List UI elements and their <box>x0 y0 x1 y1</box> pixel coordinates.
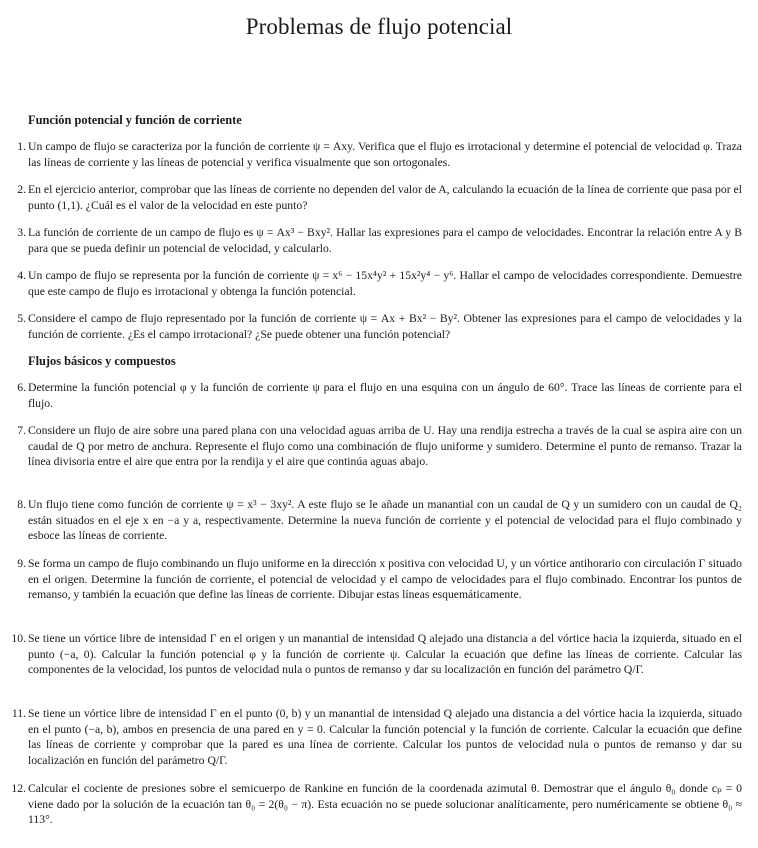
problem-item <box>17 423 742 470</box>
problem-text: Considere el campo de flujo representado por la función de corriente ψ = Ax + Bx² − By². Obtener las expresiones para el campo de velocidades y la función de corriente. ¿Es el campo irrotacional? ¿Se puede obtener una función potencial? <box>28 312 742 341</box>
problem-number: 8. <box>17 498 26 511</box>
problem-text: Calcular el cociente de presiones sobre el semicuerpo de Rankine en función de la coordenada azimutal θ. Demostrar que el ángulo θ₀ donde cₚ = 0 viene dado por la solución de la ecuación tan θ₀ = 2(θ₀ − π). Esta ecuación no se puede solucionar analíticamente, pero numéricamente se obtiene θ₀ ≈ 113°. <box>28 782 742 827</box>
problem-number: 5. <box>17 312 26 325</box>
problem-number: 12. <box>11 782 26 795</box>
problem-item <box>17 225 742 256</box>
problem-item <box>17 556 742 603</box>
problem-number: 3. <box>17 226 26 239</box>
problem-text: Se tiene un vórtice libre de intensidad Γ en el origen y un manantial de intensidad Q alejado una distancia a del vórtice hacia la izquierda, situado en el punto (−a, 0). Calcular la función potencial φ y la función de corriente ψ. Calcular la ecuación que define las líneas de corriente. Calcular las componentes de la velocidad, los puntos de velocidad nula o puntos de remanso y dar su localización en función del parámetro Q/Γ. <box>28 632 742 677</box>
problem-text: Determine la función potencial φ y la función de corriente ψ para el flujo en una esquina con un ángulo de 60°. Trace las líneas de corriente para el flujo. <box>28 381 742 410</box>
problem-item <box>17 268 742 299</box>
problem-number: 11. <box>11 707 26 720</box>
problem-item <box>17 497 742 544</box>
problem-text: Se forma un campo de flujo combinando un flujo uniforme en la dirección x positiva con velocidad U, y un vórtice antihorario con circulación Γ situado en el origen. Determine la función de corriente, el potencial de velocidad y el campo de velocidades para el flujo combinado. Encontrar los puntos de remanso, y también la ecuación que define las líneas de corriente. Dibujar estas líneas esquemáticamente. <box>28 557 742 602</box>
problem-number: 1. <box>17 140 26 153</box>
problem-number: 7. <box>17 424 26 437</box>
problem-item <box>17 311 742 342</box>
problem-number: 10. <box>11 632 26 645</box>
section-heading-basic-flows: Flujos básicos y compuestos <box>28 354 176 368</box>
problem-text: Un campo de flujo se caracteriza por la función de corriente ψ = Axy. Verifica que el flujo es irrotacional y determine el potencial de velocidad φ. Traza las líneas de corriente y las líneas de potencial y verifica visualmente que son ortogonales. <box>28 140 742 169</box>
problem-number: 2. <box>17 183 26 196</box>
problem-number: 9. <box>17 557 26 570</box>
problem-number: 6. <box>17 381 26 394</box>
problem-item <box>11 631 742 678</box>
document-title: Problemas de flujo potencial <box>245 14 513 39</box>
problem-text: Un flujo tiene como función de corriente ψ = x³ − 3xy². A este flujo se le añade un manantial con un caudal de Q y un sumidero con un caudal de Q₂ están situados en el eje x en −a y a, respectivamente. Determine la nueva función de corriente y el potencial de velocidad para el flujo combinado y esboce las líneas de corriente. <box>28 498 742 543</box>
problem-text: Se tiene un vórtice libre de intensidad Γ en el punto (0, b) y un manantial de intensidad Q alejado una distancia a del vórtice hacia la izquierda, situado en el punto (−a, b), ambos en presencia de una pared en y = 0. Calcular la función potencial y la función de corriente. Calcular la ecuación que define las líneas de corriente y comprobar que la pared es una línea de corriente. Calcular los puntos de velocidad nula o puntos de remanso y dar su localización en función del parámetro Q/Γ. <box>28 707 742 767</box>
section-heading-potential: Función potencial y función de corriente <box>28 113 242 127</box>
problem-number: 4. <box>17 269 26 282</box>
problem-item <box>17 380 742 411</box>
problem-text: Un campo de flujo se representa por la función de corriente ψ = x⁶ − 15x⁴y² + 15x²y⁴ − y⁶. Hallar el campo de velocidades correspondiente. Demuestre que este campo de flujo es irrotacional y obtenga la función potencial. <box>28 269 742 298</box>
problem-item <box>11 781 742 828</box>
problem-text: Considere un flujo de aire sobre una pared plana con una velocidad aguas arriba de U. Hay una rendija estrecha a través de la cual se aspira aire con un caudal de Q por metro de anchura. Represente el flujo como una combinación de flujo uniforme y sumidero. Determine el punto de remanso. Trazar la línea divisoria entre el aire que entra por la rendija y el aire que continúa aguas abajo. <box>28 424 742 469</box>
problem-item <box>17 139 742 170</box>
problem-item <box>11 706 742 768</box>
problem-item <box>17 182 742 213</box>
problem-text: En el ejercicio anterior, comprobar que las líneas de corriente no dependen del valor de A, calculando la ecuación de la línea de corriente que pasa por el punto (1,1). ¿Cuál es el valor de la velocidad en este punto? <box>28 183 742 212</box>
problem-text: La función de corriente de un campo de flujo es ψ = Ax³ − Bxy². Hallar las expresiones para el campo de velocidades. Encontrar la relación entre A y B para que se pueda definir un potencial de velocidad, y calcularlo. <box>28 226 742 255</box>
